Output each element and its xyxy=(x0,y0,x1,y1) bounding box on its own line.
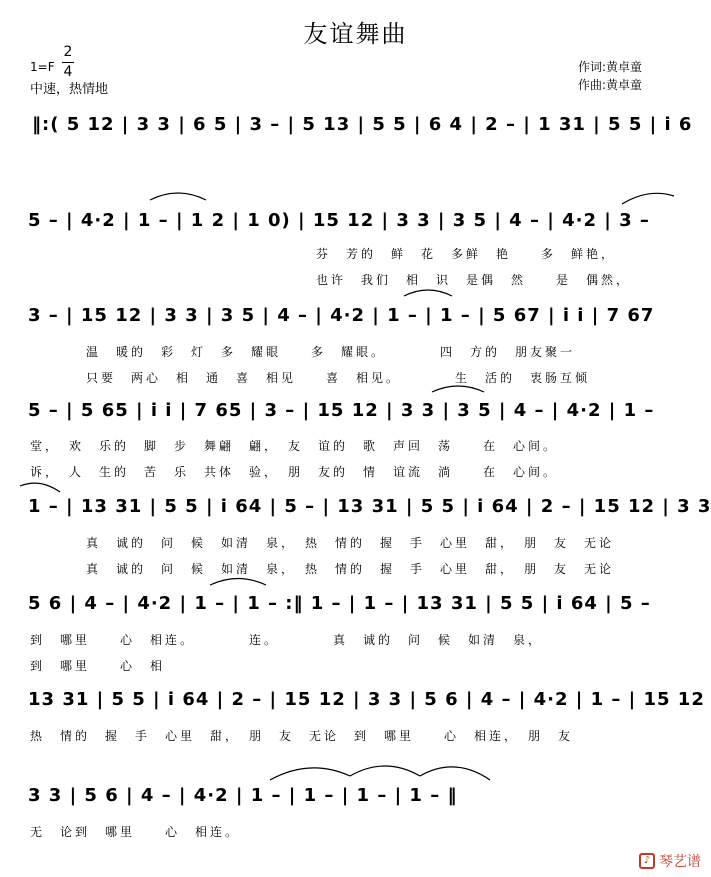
watermark-icon: ♪ xyxy=(639,853,655,869)
lyric-line-3-verse-1: 温 暖的 彩 灯 多 耀眼 多 耀眼。 四 方的 朋友聚一 xyxy=(86,345,576,359)
tie-arc xyxy=(20,483,60,492)
tie-arc xyxy=(432,386,484,392)
tie-arc xyxy=(350,766,420,776)
notation-line-8: 3 3 | 5 6 | 4 – | 4·2 | 1 – | 1 – | 1 – | 1 – ‖ xyxy=(28,785,458,806)
notation-line-1: ‖:( 5 12 | 3 3 | 6 5 | 3 – | 5 13 | 5 5 | 6 4 | 2 – | 1 31 | 5 5 | i 6 xyxy=(32,114,693,135)
lyric-line-6-verse-1: 到 哪里 心 相连。 连。 真 诚的 问 候 如清 泉， xyxy=(30,633,544,647)
tie-arc xyxy=(270,768,350,780)
watermark-text: 琴艺谱 xyxy=(659,854,701,870)
tempo-marking: 中速，热情地 xyxy=(30,82,109,97)
composer: 作曲:黄卓童 xyxy=(578,78,643,92)
watermark-logo xyxy=(639,851,701,871)
lyric-line-8-verse-1: 无 论到 哪里 心 相连。 xyxy=(30,825,241,839)
tie-arc xyxy=(150,193,206,200)
tie-arc xyxy=(404,290,452,296)
time-signature-line xyxy=(62,62,74,63)
credits xyxy=(578,58,642,94)
notation-line-6: 5 6 | 4 – | 4·2 | 1 – | 1 – :‖ 1 – | 1 – | 13 31 | 5 5 | i 64 | 5 – xyxy=(28,593,651,614)
time-signature xyxy=(62,44,74,81)
lyric-line-4-verse-2: 诉， 人 生的 苦 乐 共体 验， 朋 友的 情 谊流 淌 在 心间。 xyxy=(30,465,559,479)
notation-line-7: 13 31 | 5 5 | i 64 | 2 – | 15 12 | 3 3 | 5 6 | 4 – | 4·2 | 1 – | 15 12 xyxy=(28,689,705,710)
time-signature-denominator: 4 xyxy=(63,64,73,80)
song-title: 友谊舞曲 xyxy=(303,20,408,48)
lyric-line-2-verse-1: 芬 芳的 鲜 花 多鲜 艳 多 鲜艳， xyxy=(316,247,617,261)
lyricist: 作词:黄卓童 xyxy=(578,60,643,74)
notation-line-3: 3 – | 15 12 | 3 3 | 3 5 | 4 – | 4·2 | 1 – | 1 – | 5 67 | i i | 7 67 xyxy=(28,305,655,326)
lyric-line-7-verse-1: 热 情的 握 手 心里 甜， 朋 友 无论 到 哪里 心 相连， 朋 友 xyxy=(30,729,574,743)
lyric-line-5-verse-1: 真 诚的 问 候 如清 泉， 热 情的 握 手 心里 甜， 朋 友 无论 xyxy=(86,536,615,550)
tie-arc xyxy=(420,767,490,780)
time-signature-numerator: 2 xyxy=(63,44,73,60)
lyric-line-5-verse-2: 真 诚的 问 候 如清 泉， 热 情的 握 手 心里 甜， 朋 友 无论 xyxy=(86,562,615,576)
notation-line-2: 5 – | 4·2 | 1 – | 1 2 | 1 0) | 15 12 | 3 3 | 3 5 | 4 – | 4·2 | 3 – xyxy=(28,210,650,231)
lyric-line-4-verse-1: 堂， 欢 乐的 脚 步 舞翩 翩， 友 谊的 歌 声回 荡 在 心间。 xyxy=(30,439,559,453)
tie-arc xyxy=(622,193,674,204)
lyric-line-6-verse-2: 到 哪里 心 相 xyxy=(30,659,166,673)
notation-line-5: 1 – | 13 31 | 5 5 | i 64 | 5 – | 13 31 | 5 5 | i 64 | 2 – | 15 12 | 3 3 xyxy=(28,496,711,517)
lyric-line-3-verse-2: 只要 两心 相 通 喜 相见 喜 相见。 生 活的 衷肠互倾 xyxy=(86,371,591,385)
tie-arc xyxy=(210,579,266,586)
lyric-line-2-verse-2: 也许 我们 相 识 是偶 然 是 偶然， xyxy=(316,273,632,287)
notation-line-4: 5 – | 5 65 | i i | 7 65 | 3 – | 15 12 | 3 3 | 3 5 | 4 – | 4·2 | 1 – xyxy=(28,400,655,421)
key-signature: 1=F xyxy=(30,60,55,74)
